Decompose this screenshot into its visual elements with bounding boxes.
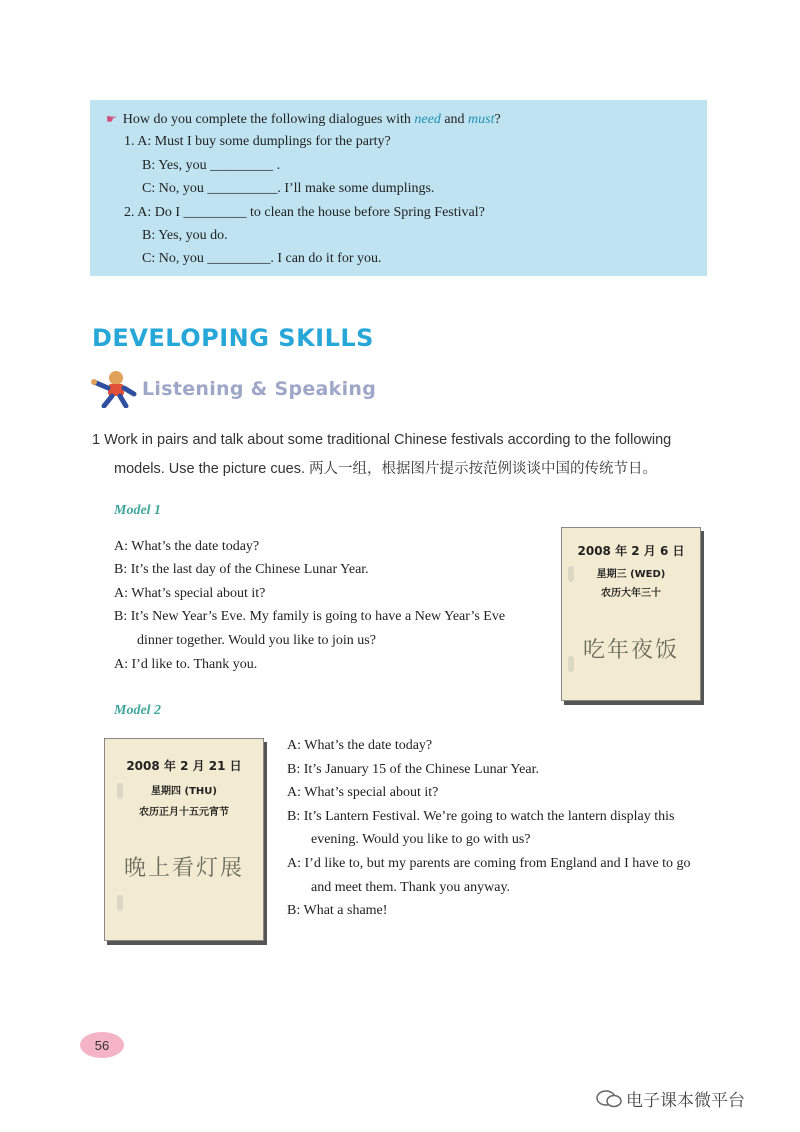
page-number: 56 bbox=[80, 1032, 124, 1058]
calendar-handwritten-note: 吃年夜饭 bbox=[582, 638, 679, 663]
subsection-title: Listening & Speaking bbox=[142, 378, 377, 400]
grammar-line: B: Yes, you do. bbox=[142, 228, 228, 243]
wechat-icon bbox=[596, 1089, 622, 1109]
dialogue-line: and meet them. Thank you anyway. bbox=[311, 880, 511, 895]
dialogue-line: B: It’s Lantern Festival. We’re going to watch the lantern display this bbox=[287, 809, 675, 824]
task-instruction-line-2: models. Use the picture cues. 两人一组，根据图片提示按范例谈谈中国的传统节日。 bbox=[114, 461, 658, 477]
calendar-date: 2008 年 2 月 21 日 bbox=[126, 759, 242, 773]
prompt-and: and bbox=[440, 112, 469, 127]
grammar-exercise-box bbox=[90, 100, 707, 276]
calendar-handwritten-note: 晚上看灯展 bbox=[123, 856, 244, 881]
calendar-weekday: 星期三 (WED) bbox=[596, 569, 666, 580]
pointing-hand-icon: ☛ bbox=[106, 112, 117, 126]
dialogue-line: B: What a shame! bbox=[287, 903, 388, 918]
grammar-line: 2. A: Do I _________ to clean the house before Spring Festival? bbox=[124, 205, 485, 220]
model-2-label: Model 2 bbox=[114, 703, 162, 718]
grammar-line: 1. A: Must I buy some dumplings for the party? bbox=[124, 134, 391, 149]
dialogue-line: evening. Would you like to go with us? bbox=[311, 832, 531, 847]
prompt-end: ? bbox=[494, 112, 501, 127]
binding-hole bbox=[117, 783, 123, 799]
calendar-date: 2008 年 2 月 6 日 bbox=[577, 544, 685, 558]
dialogue-line: A: What’s special about it? bbox=[287, 785, 439, 800]
prompt-text: How do you complete the following dialogues with bbox=[122, 112, 415, 127]
grammar-line: C: No, you __________. I’ll make some dumplings. bbox=[142, 181, 435, 196]
mascot-speaker-icon bbox=[90, 368, 138, 408]
dialogue-line: B: It’s New Year’s Eve. My family is going to have a New Year’s Eve bbox=[114, 609, 506, 624]
calendar-card-model-2 bbox=[104, 738, 264, 941]
calendar-lunar-date: 农历大年三十 bbox=[601, 588, 661, 599]
binding-hole bbox=[117, 895, 123, 911]
grammar-line: B: Yes, you _________ . bbox=[142, 158, 281, 173]
dialogue-line: A: What’s special about it? bbox=[114, 586, 266, 601]
task-instruction-line-1: 1 Work in pairs and talk about some traditional Chinese festivals according to the following bbox=[92, 432, 672, 448]
dialogue-line: B: It’s the last day of the Chinese Lunar Year. bbox=[114, 562, 369, 577]
watermark-text: 电子课本微平台 bbox=[626, 1091, 745, 1111]
binding-hole bbox=[568, 656, 574, 672]
dialogue-line: A: I’d like to. Thank you. bbox=[114, 657, 258, 672]
section-title: DEVELOPING SKILLS bbox=[92, 324, 374, 352]
calendar-lunar-date: 农历正月十五元宵节 bbox=[139, 807, 229, 818]
model-1-label: Model 1 bbox=[114, 503, 162, 518]
watermark bbox=[596, 1086, 745, 1111]
calendar-weekday: 星期四 (THU) bbox=[151, 786, 217, 797]
keyword-need: need bbox=[414, 112, 441, 127]
binding-hole bbox=[568, 566, 574, 582]
calendar-card-model-1 bbox=[561, 527, 701, 701]
dialogue-line: dinner together. Would you like to join us? bbox=[137, 633, 376, 648]
dialogue-line: A: What’s the date today? bbox=[287, 738, 433, 753]
grammar-prompt bbox=[106, 110, 501, 129]
listening-speaking-heading bbox=[90, 368, 390, 408]
dialogue-line: A: I’d like to, but my parents are coming from England and I have to go bbox=[287, 856, 691, 871]
grammar-line: C: No, you _________. I can do it for you. bbox=[142, 251, 382, 266]
keyword-must: must bbox=[468, 112, 495, 127]
dialogue-line: A: What’s the date today? bbox=[114, 539, 260, 554]
dialogue-line: B: It’s January 15 of the Chinese Lunar Year. bbox=[287, 762, 539, 777]
